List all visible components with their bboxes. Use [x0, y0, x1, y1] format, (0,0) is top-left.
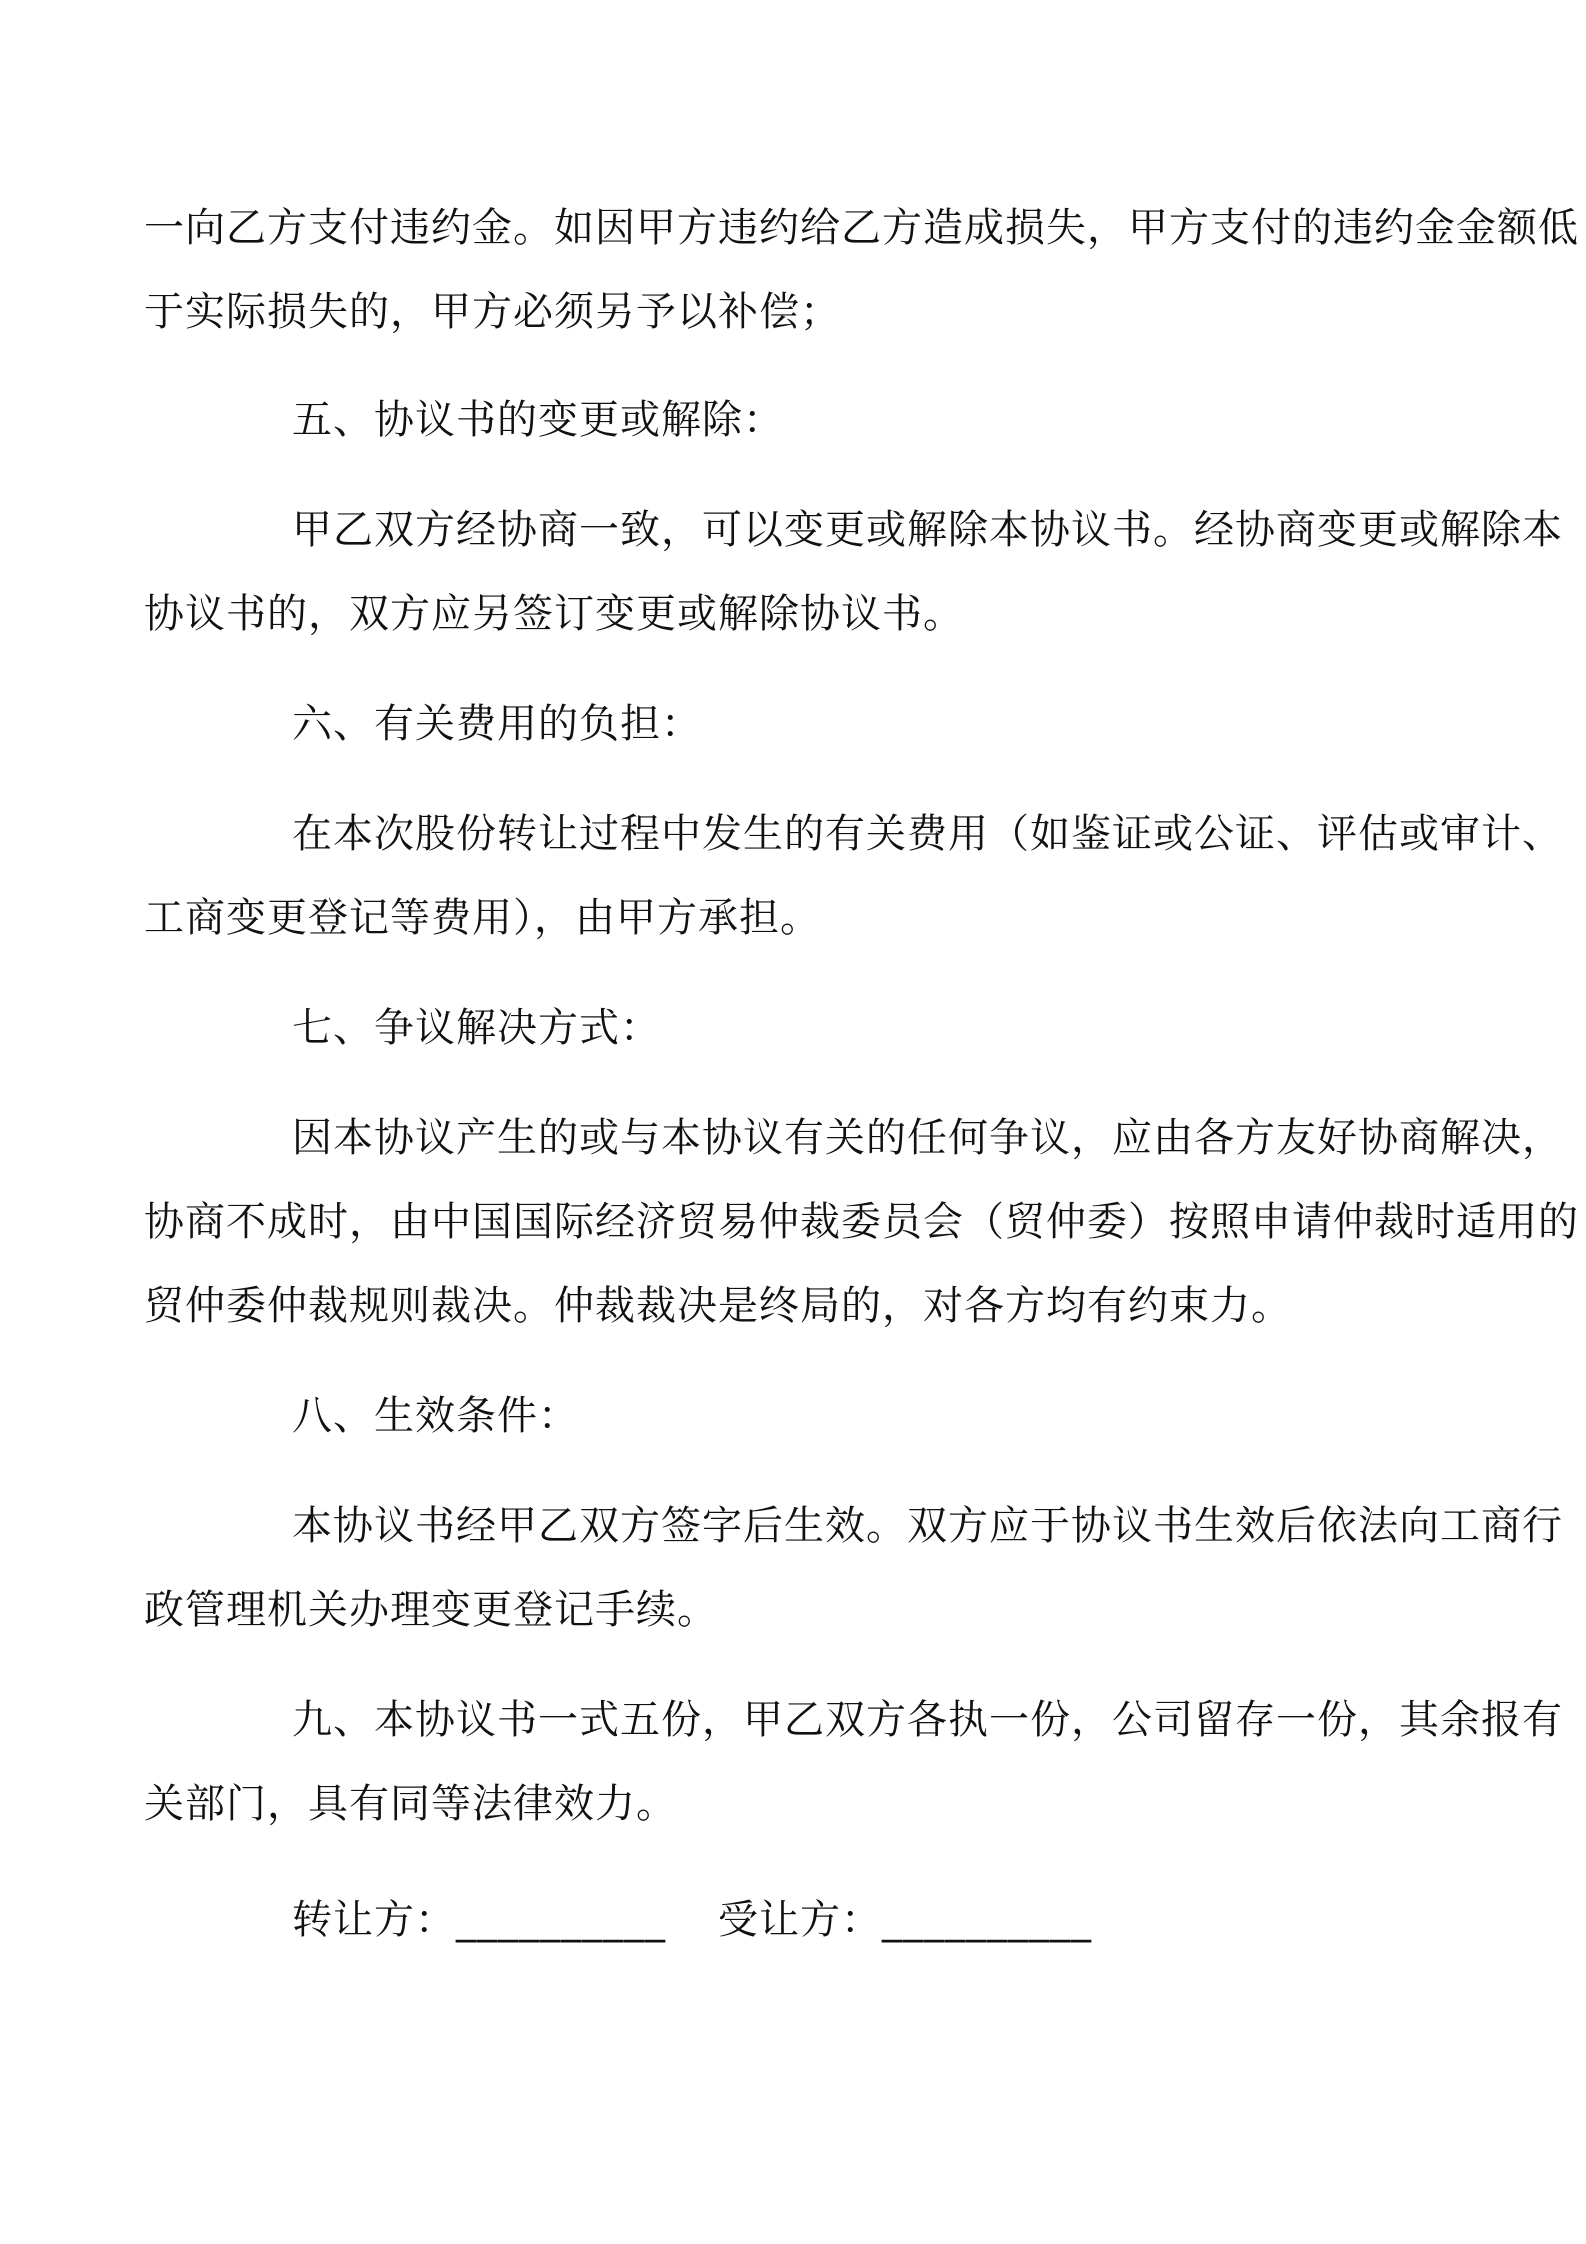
paragraph-line: 贸仲委仲裁规则裁决。仲裁裁决是终局的，对各方均有约束力。	[144, 1283, 1292, 1329]
section-heading: 八、生效条件：	[292, 1393, 579, 1439]
paragraph-line: 关部门，具有同等法律效力。	[144, 1781, 677, 1827]
paragraph-line: 协商不成时，由中国国际经济贸易仲裁委员会（贸仲委）按照申请仲裁时适用的	[144, 1199, 1579, 1245]
paragraph-line: 一向乙方支付违约金。如因甲方违约给乙方造成损失，甲方支付的违约金金额低	[144, 205, 1579, 251]
transferor-signature-line: 转让方：__________	[292, 1897, 666, 1943]
paragraph-line: 甲乙双方经协商一致，可以变更或解除本协议书。经协商变更或解除本	[292, 507, 1563, 553]
paragraph-line: 九、本协议书一式五份，甲乙双方各执一份，公司留存一份，其余报有	[292, 1697, 1563, 1743]
section-heading: 七、争议解决方式：	[292, 1005, 661, 1051]
paragraph-line: 本协议书经甲乙双方签字后生效。双方应于协议书生效后依法向工商行	[292, 1503, 1563, 1549]
paragraph-line: 在本次股份转让过程中发生的有关费用（如鉴证或公证、评估或审计、	[292, 811, 1563, 857]
section-heading: 五、协议书的变更或解除：	[292, 397, 784, 443]
section-heading: 六、有关费用的负担：	[292, 701, 702, 747]
paragraph-line: 工商变更登记等费用），由甲方承担。	[144, 895, 821, 941]
paragraph-line: 因本协议产生的或与本协议有关的任何争议，应由各方友好协商解决，	[292, 1115, 1563, 1161]
paragraph-line: 协议书的，双方应另签订变更或解除协议书。	[144, 591, 964, 637]
paragraph-line: 政管理机关办理变更登记手续。	[144, 1587, 718, 1633]
transferee-signature-line: 受让方：__________	[718, 1897, 1092, 1943]
paragraph-line: 于实际损失的，甲方必须另予以补偿；	[144, 289, 841, 335]
signature-row	[292, 1878, 1092, 1962]
